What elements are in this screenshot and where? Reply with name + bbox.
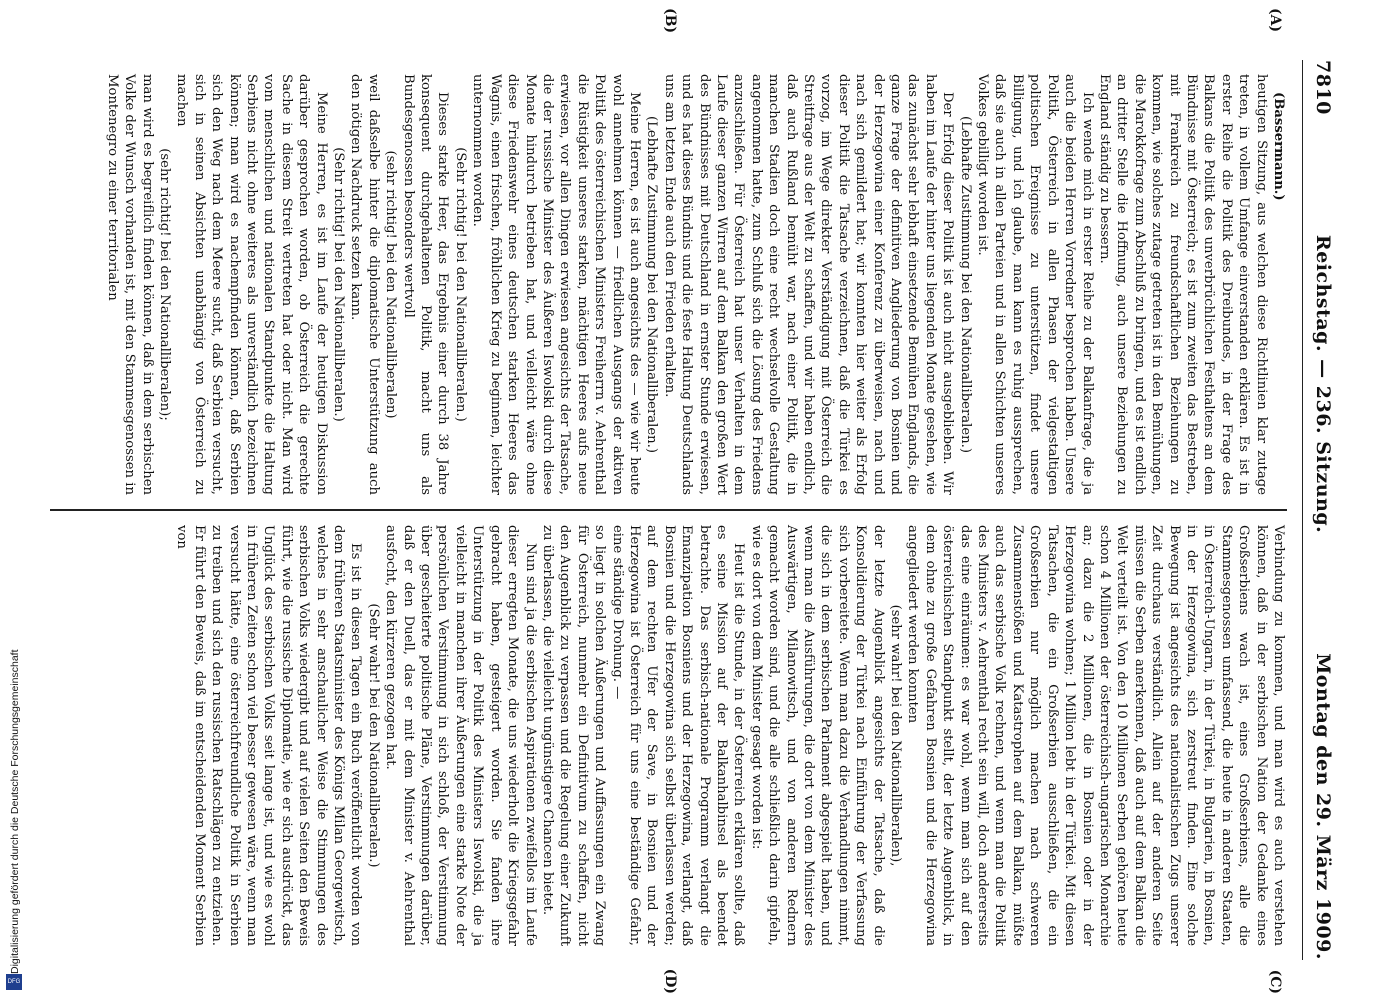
page-number: 7810 [1312,60,1334,115]
margin-letter-d: (D) [662,968,678,994]
quotation: Heut ist die Stunde, in der Österreich erklären sollte, daß es seine Mission auf der Balkanhalbinsel als beendet betrachte. Das serbisch-nationale Programm verlangt die Emanzipation Bosniens und der Herzegowina, verlangt, daß Bosnien und die Herzegowina sich selbst überlassen werden; auf dem rechten Ufer der Save, in Bosnien und der Herzegowina ist Österreich für uns eine beständige Gefahr, eine ständige Drohung. — [609,525,747,946]
paragraph: Der Erfolg dieser Politik ist auch nicht ausgeblieben. Wir haben im Laufe der hinter uns liegenden Monate gesehen, wie das zunächst sehr lebhaft einsetzende Bemühen Englands, die ganze Frage der definitiven Angliederung von Bosnien und der Herzegowina einer Konferenz zu überweisen, nach und nach sich gemildert hat; wir konnten hier weiter als Erfolg dieser Politik die Tatsache verzeichnen, daß die Türkei es vorzog, im Wege direkter Verständigung mit Österreich die Streitfrage aus der Welt zu schaffen, und wir haben endlich, daß auch Rußland bemüht war, nach einer Politik, die in manchen Stadien doch eine recht wechselvolle Gestaltung angenommen hatte, zum Schluß sich die Lösung des Friedens anzuschließen. Für Österreich hat unser Verhalten in dem Laufe dieser ganzen Wirren auf dem Balkan den großen Wert des Bündnisses mit Deutschland in ernster Stunde erwiesen, und es hat dieses Bündnis und die feste Haltung Deutschlands uns am letzten Ende auch den Frieden erhalten. [661,74,956,495]
paragraph: weil daßselbe hinter die diplomatische Unterstützung auch den nötigen Nachdruck setzen kann. [348,74,381,495]
speaker-name: (Bassermann.) [1271,92,1286,201]
credit-text: Digitalisierung gefördert durch die Deutsche Forschungsgemeinschaft [9,649,21,974]
margin-letter-a: (A) [1267,8,1283,33]
page-date: Montag den 29. März 1909. [1312,653,1334,960]
interjection: (Sehr wahr! bei den Nationalliberalen.) [365,603,381,868]
paragraph: Meine Herren, es ist im Laufe der heutigen Diskussion darüber gesprochen worden, ob Österreich die gerechte Sache in diesem Streit vertreten hat oder nicht. Man wird vom menschlichen und nationalen Standpunkte die Haltung Serbiens nicht ohne weiteres als unverständlich bezeichnen können; man wird es nachempfinden können, daß Serbien sich den Weg nach dem Meere sucht, daß Serbien versucht, sich in seinen Absichten unabhängig von Österreich zu machen [174,74,329,495]
left-column [50,60,1287,509]
interjection: (Lebhafte Zustimmung bei den Nationalliberalen.) [957,116,973,453]
interjection: (sehr richtig! bei den Nationalliberalen) [383,150,399,419]
interjection: (Sehr richtig! bei den Nationalliberalen.) [452,147,468,422]
margin-letter-b: (B) [662,8,678,34]
page-header [1302,60,1343,960]
page-running-title: Reichstag. — 236. Sitzung. [1312,234,1334,534]
right-column [50,511,1287,960]
paragraph: Nun sind ja die serbischen Aspirationen zweifellos im Laufe dieser erregten Monate, die uns wiederholt die Kriegsgefahr gebracht haben, gesteigert worden. Sie fanden ihre Unterstützung in der Politik des Ministers Iswolski, die ja vielleicht in manchen ihrer Äußerungen eine starke Note der persönlichen Verstimmung in sich schloß, der Verstimmung über gescheiterte politische Pläne, Verstimmungen darüber, daß er den Duell, das er mit dem Minister v. Aehrenthal ausfocht, den kürzeren gezogen hat. [383,525,538,946]
paragraph: Verbindung zu kommen, und man wird es auch verstehen können, daß in der serbischen Nation der Gedanke eines Großserbiens wach ist, eines Großserbiens, alle die Stammesgenossen umfassend, die heute in anderen Staaten, in Österreich-Ungarn, in der Türkei, in Bulgarien, in Bosnien, in der Herzegowina, sich zerstreut finden. Eine solche Bewegung ist angesichts des nationalistischen Zugs unserer Zeit durchaus verständlich. Allein auf der anderen Seite müssen die Serben anerkennen, daß auch auf dem Balkan die Welt verteilt ist. Von den 10 Millionen Serben gehören heute schon 4 Millionen der österreichisch-ungarischen Monarchie an; dazu die 2 Millionen, die in Bosnien oder in der Herzegowina wohnen; 1 Million lebt in der Türkei. Mit diesen Tatsachen, die ein Großserbien ausschließen, die ein Großserbien nur möglich machen nach schweren Zusammenstößen und Katastrophen auf dem Balkan, müßte auch das serbische Volk rechnen, und wenn man die Politik des Ministers v. Aehrenthal recht sein will, doch andererseits das eine einräumen: es war wohl, wenn man sich auf den österreichischen Standpunkt stellt, der letzte Augenblick, in dem ohne zu große Gefahren Bosnien und die Herzegowina angegliedert werden konnten [905,525,1286,946]
margin-letter-c: (C) [1267,969,1283,994]
text-columns [50,60,1287,960]
paragraph: heutigen Sitzung, aus welchen diese Richtlinien klar zutage treten, in vollem Umfange einverstanden erklären. Es ist in erster Reihe die Politik des Dreibundes, in der Frage des Balkans die Politik des unverbrüchlichen Festhaltens an dem Bündnisse mit Österreich; es ist zum zweiten das Bestreben, mit Frankreich zu freundschaftlichen Beziehungen zu kommen, wie solches zutage getreten ist in den Bemühungen, die Marokkofrage zum Abschluß zu bringen, und es ist endlich an dritter Stelle die Hoffnung, auch unsere Beziehungen zu England ständig zu bessern. [1096,74,1269,495]
interjection: (sehr wahr! bei den Nationalliberalen), [888,604,904,867]
paragraph: Es ist in diesen Tagen ein Buch veröffentlicht worden von dem früheren Staatsminister des Königs Milan Georgewitsch, welches in sehr anschaulicher Weise die Stimmungen des serbischen Volks wiedergibt und auf vielen Seiten den Beweis führt, wie die russische Diplomatie, wie er sich ausdrückt, das Unglück des serbischen Volks seit lange ist, und wie es wohl in früheren Zeiten schon viel besser gewesen wäre, wenn man versucht hätte, eine österreichfreundliche Politik in Serbien zu treiben und sich den russischen Ratschlägen zu entziehen. Er führt den Beweis, daß im entscheidenden Moment Serbien von [174,525,364,946]
paragraph: so liegt in solchen Äußerungen und Auffassungen ein Zwang für Österreich, nunmehr ein Definitivum zu schaffen, nicht den Augenblick zu verpassen und die Regelung einer Zukunft zu überlassen, die vielleicht ungünstigere Chancen bietet. [539,525,608,946]
paragraph: Dieses starke Heer, das Ergebnis einer durch 38 Jahre konsequent durchgehaltenen Politik, macht uns als Bundesgenossen besonders wertvoll [400,74,451,495]
dfg-logo-text: DFG [7,979,21,985]
dfg-logo-icon [6,974,22,990]
interjection: (sehr richtig! bei den Nationalliberalen); [157,148,172,421]
interjection: (Sehr richtig! bei den Nationalliberalen.) [331,147,347,422]
paragraph: Meine Herren, es ist auch angesichts des — wie wir heute wohl annehmen können — friedlichen Ausgangs der aktiven Politik des österreichischen Ministers Freiherrn v. Aehrenthal die Rüstigkeit unseres starken, mächtigen Heeres aufs neue erwiesen, vor allen Dingen erwiesen angesichts der Tatsache, die der russische Minister des Äußeren Iswolski durch diese Monate hindurch betrieben hat, und vielleicht wäre ohne diese Friedenswehr eines deutschen starken Heeres das Wagnis, einen frischen, fröhlichen Krieg zu beginnen, leichter unternommen worden. [470,74,642,495]
interjection: (Lebhafte Zustimmung bei den Nationalliberalen.) [644,116,660,453]
paragraph: man wird es begreiflich finden können, daß in dem serbischen Volke der Wunsch vorhanden ist, mit den Stammesgenossen in Montenegro zu einer territorialen [104,74,155,495]
digitization-credit [3,4,23,994]
paragraph: Ich wende mich in erster Reihe zu der Balkanfrage, die ja auch die beiden Herren Vorredner besprochen haben. Unsere Politik, Österreich in allen Phasen der vielgestaltigen politischen Ereignisse zu unterstützen, findet unsere Billigung, und ich glaube, man kann es ruhig aussprechen, daß sie auch in allen Parteien und in allen Schichten unseres Volkes gebilligt worden ist. [975,74,1095,495]
paragraph: der letzte Augenblick angesichts der Tatsache, daß die Konsolidierung der Türkei nach Einführung der Verfassung sich vorbereitete. Wenn man dazu die Verhandlungen nimmt, die sich in dem serbischen Parlament abgespielt haben, und wenn man die Ausführungen, die dort von dem Minister des Auswärtigen, Milanowitsch, und von anderen Rednern gemacht worden sind, und die alle schließlich darin gipfeln, wie es dort von dem Minister gesagt worden ist: [748,525,886,946]
